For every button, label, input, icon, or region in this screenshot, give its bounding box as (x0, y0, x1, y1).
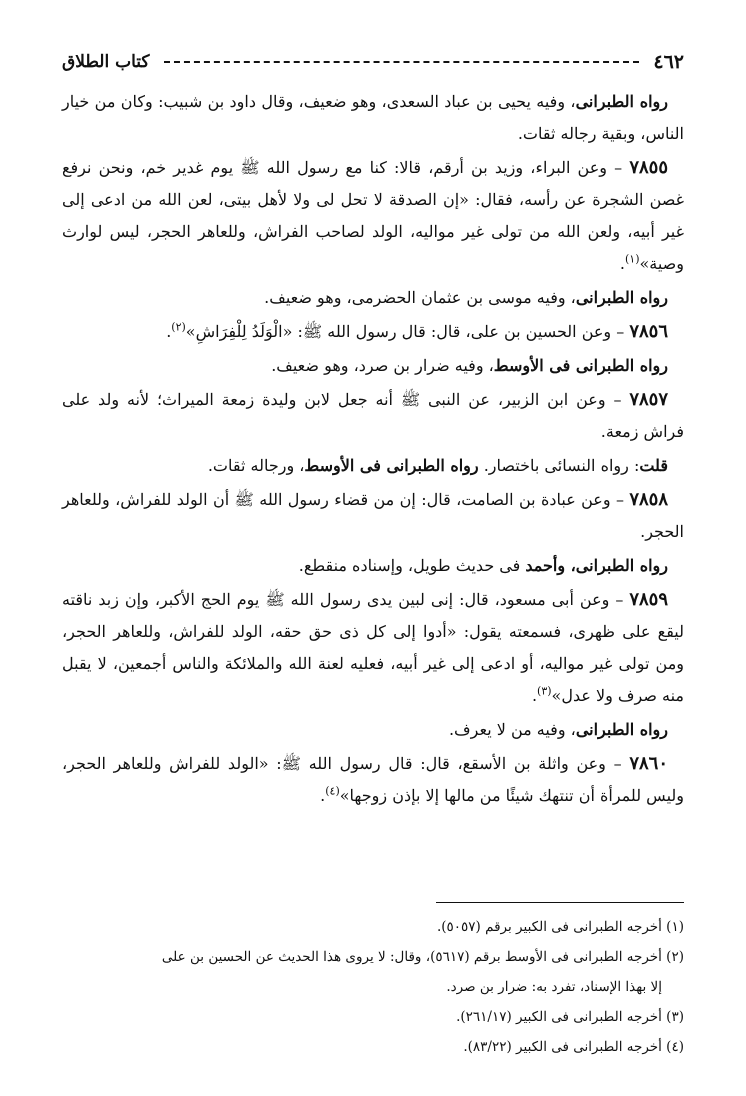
footnote-ref: (٤) (325, 784, 340, 798)
commentary-text: ، وفيه من لا يعرف. (448, 720, 576, 739)
hadith-7860 (62, 748, 684, 812)
hadith-text: – وعن الحسين بن على، قال: قال رسول الله ﷺ: «الْوَلَدُ لِلْفِرَاشِ» (185, 322, 630, 341)
source-bold: رواه الطبرانى، وأحمد (525, 556, 668, 575)
hadith-7858 (62, 484, 684, 548)
source-bold: رواه الطبرانى فى الأوسط (493, 356, 668, 375)
footnote-separator (436, 902, 684, 903)
footnotes (62, 912, 684, 1062)
page-number: ٤٦٢ (653, 51, 684, 73)
footnote-4: (٤) أخرجه الطبرانى فى الكبير (٨٣/٢٢). (463, 1039, 684, 1055)
hadith-text: – وعن عبادة بن الصامت، قال: إن من قضاء رسول الله ﷺ أن الولد للفراش، وللعاهر الحجر. (62, 490, 684, 541)
commentary-paragraph (62, 450, 684, 482)
source-bold: رواه الطبرانى (575, 720, 668, 739)
sentence-end: . (166, 322, 172, 341)
hadith-7855 (62, 152, 684, 280)
commentary-text: ، وفيه ضرار بن صرد، وهو ضعيف. (271, 356, 494, 375)
source-bold: رواه الطبرانى (575, 92, 669, 111)
hadith-number: ٧٨٥٩ (629, 589, 668, 610)
running-header (62, 44, 684, 80)
header-rule (164, 61, 640, 63)
source-bold: رواه الطبرانى (575, 288, 668, 307)
commentary-text: ، وفيه يحيى بن عباد السعدى، وهو ضعيف، وقال داود بن شبيب: وكان من خيار الناس، وبقية رجاله ثقات. (62, 92, 684, 143)
hadith-text: – وعن أبى مسعود، قال: إنى لبين يدى رسول الله ﷺ يوم الحج الأكبر، وإن زبد ناقته ليقع على ظهرى، فسمعته يقول: «أدوا إلى كل ذى حق حقه، الولد للفراش، وللعاهر الحجر، ومن تولى غير مواليه، أو ادعى إلى غير أبيه، فعليه لعنة الله والملائكة والناس أجمعين، لا يقبل منه صرف ولا عدل» (62, 590, 684, 705)
commentary-paragraph (62, 282, 684, 314)
hadith-number: ٧٨٥٦ (629, 321, 668, 342)
sentence-end: . (320, 786, 326, 805)
commentary-paragraph (62, 550, 684, 582)
commentary-text: ، ورجاله ثقات. (207, 456, 305, 475)
sentence-end: . (619, 254, 625, 273)
commentary-text: فى حديث طويل، وإسناده منقطع. (298, 556, 526, 575)
hadith-text: – وعن واثلة بن الأسقع، قال: قال رسول الله ﷺ: «الولد للفراش وللعاهر الحجر، وليس للمرأة أن تنتهك شيئًا من مالها إلا بإذن زوجها» (62, 754, 684, 805)
commentary-text: : رواه النسائى باختصار. (478, 456, 640, 475)
footnote-ref: (٣) (537, 684, 552, 698)
footnote-ref: (١) (624, 252, 640, 266)
hadith-7856 (62, 316, 684, 348)
footnote-ref: (٢) (171, 320, 186, 334)
hadith-text: – وعن ابن الزبير، عن النبى ﷺ أنه جعل لابن وليدة زمعة الميراث؛ لأنه ولد على فراش زمعة. (62, 390, 684, 441)
commentary-paragraph (62, 714, 684, 746)
hadith-7857 (62, 384, 684, 448)
source-bold: رواه الطبرانى فى الأوسط (304, 456, 479, 475)
book-title: كتاب الطلاق (62, 52, 150, 72)
hadith-7859 (62, 584, 684, 712)
footnote-2-continued: إلا بهذا الإسناد، تفرد به: ضرار بن صرد. (446, 979, 662, 995)
commentary-paragraph (62, 86, 684, 150)
hadith-number: ٧٨٥٧ (629, 389, 668, 410)
source-bold: قلت (639, 456, 668, 475)
footnote-1: (١) أخرجه الطبرانى فى الكبير برقم (٥٠٥٧). (436, 919, 684, 935)
commentary-text: ، وفيه موسى بن عثمان الحضرمى، وهو ضعيف. (264, 288, 576, 307)
footnote-3: (٣) أخرجه الطبرانى فى الكبير (٢٦١/١٧). (456, 1009, 684, 1025)
sentence-end: . (531, 686, 538, 705)
hadith-number: ٧٨٥٥ (629, 157, 668, 178)
hadith-number: ٧٨٦٠ (629, 753, 668, 774)
hadith-text: – وعن البراء، وزيد بن أرقم، قالا: كنا مع رسول الله ﷺ يوم غدير خم، ونحن نرفع غصن الشجرة عن رأسه، فقال: «إن الصدقة لا تحل لى ولا لأهل بيتى، لعن الله من ادعى إلى غير أبيه، ولعن الله من تولى غير مواليه، الولد لصاحب الفراش، وللعاهر الحجر، ليس لوارث وصية» (62, 158, 685, 273)
commentary-paragraph (62, 350, 684, 382)
footnote-2: (٢) أخرجه الطبرانى فى الأوسط برقم (٥٦١٧)، وقال: لا يروى هذا الحديث عن الحسين بن على (161, 949, 684, 965)
hadith-number: ٧٨٥٨ (629, 489, 668, 510)
main-text (62, 86, 684, 814)
